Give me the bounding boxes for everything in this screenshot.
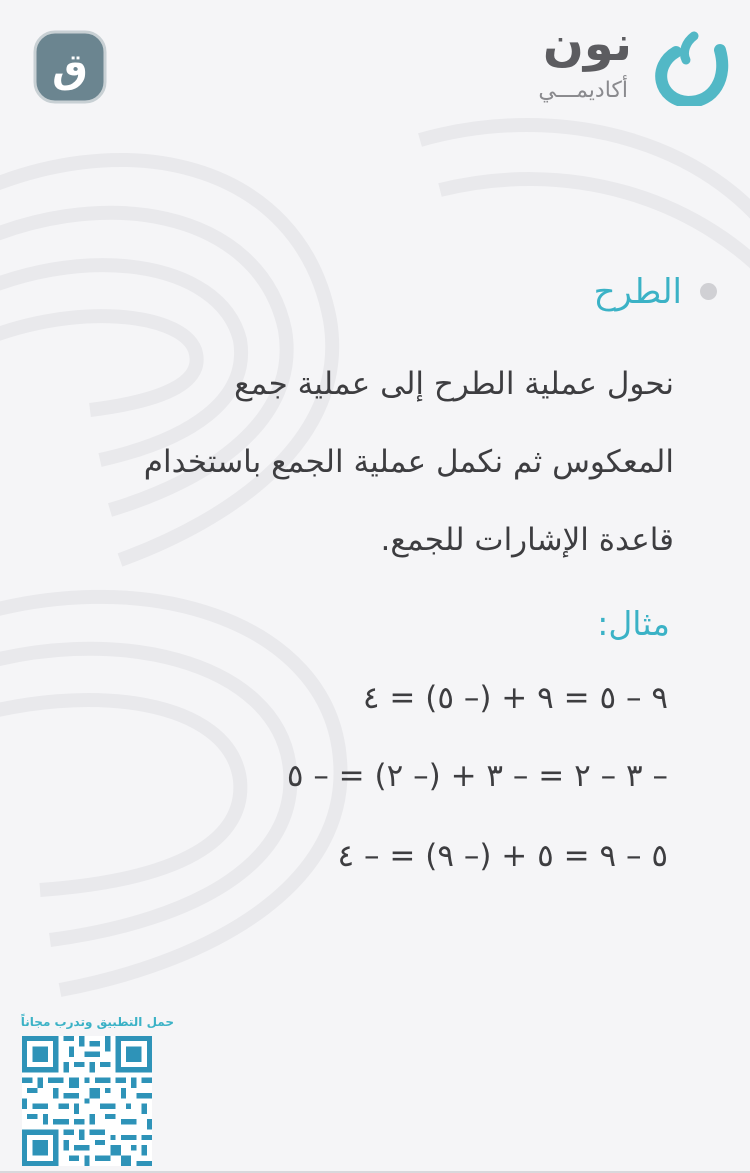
example-equation: ٩ – ٥ = ٩ + (– ٥) = ٤	[362, 680, 668, 716]
qaf-badge-icon[interactable]	[33, 30, 107, 104]
section-heading: الطرح	[593, 272, 682, 312]
svg-text:ق: ق	[52, 46, 88, 92]
paragraph-line: المعكوس ثم نكمل عملية الجمع باستخدام	[143, 444, 674, 480]
qr-caption: حمل التطبيق وتدرب مجاناً	[20, 1015, 174, 1029]
noon-logo-icon	[648, 22, 730, 106]
paragraph-line: نحول عملية الطرح إلى عملية جمع	[234, 366, 674, 402]
qr-code-icon[interactable]	[22, 1036, 152, 1166]
bullet-dot	[700, 283, 717, 300]
example-equation: ٥ – ٩ = ٥ + (– ٩) = – ٤	[337, 838, 668, 874]
example-label: مثال:	[597, 604, 670, 643]
paragraph-line: قاعدة الإشارات للجمع.	[380, 522, 674, 558]
brand-name: نون	[542, 16, 632, 72]
explanation-paragraph	[34, 345, 674, 579]
brand-subtitle: أكاديمـــي	[538, 78, 628, 103]
example-equation: – ٣ – ٢ = – ٣ + (– ٢) = – ٥	[286, 758, 668, 794]
